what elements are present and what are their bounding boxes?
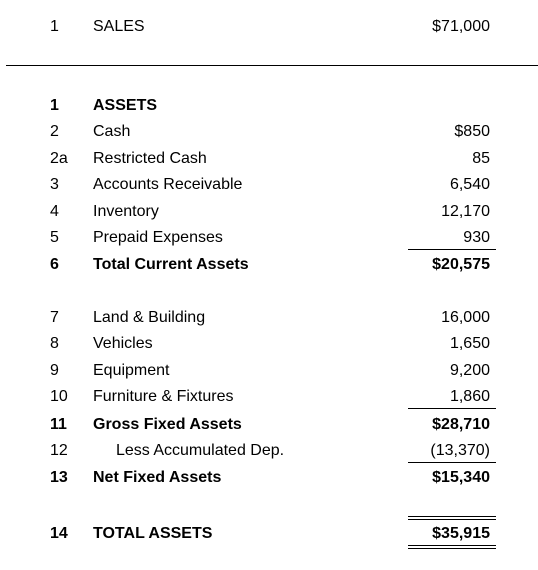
- total-current-assets-value: $20,575: [432, 256, 490, 273]
- vehicles-row: [0, 333, 538, 355]
- line-number: 1: [50, 97, 59, 114]
- section-divider: [6, 65, 538, 66]
- subtotal-underline: [408, 249, 496, 250]
- prepaid-expenses-row: [0, 227, 538, 249]
- line-number: 1: [50, 18, 59, 35]
- prepaid-expenses-value: 930: [463, 229, 490, 246]
- line-number: 11: [50, 416, 67, 433]
- assets-header-row: [0, 95, 538, 117]
- sales-value: $71,000: [432, 18, 490, 35]
- total-assets-value: $35,915: [432, 525, 490, 542]
- line-number: 8: [50, 335, 59, 352]
- equipment-value: 9,200: [449, 362, 490, 379]
- inventory-value: 12,170: [441, 203, 490, 220]
- line-number: 6: [50, 256, 59, 273]
- line-number: 13: [50, 469, 68, 486]
- land-building-value: 16,000: [441, 309, 490, 326]
- accumulated-depreciation-value: (13,370): [430, 442, 490, 459]
- assets-header-label: ASSETS: [93, 97, 158, 114]
- cash-row: [0, 121, 538, 143]
- total-current-assets-row: [0, 254, 538, 276]
- restricted-cash-label: Restricted Cash: [93, 150, 207, 167]
- total-current-assets-label: Total Current Assets: [93, 256, 249, 273]
- subtotal-underline: [408, 408, 496, 409]
- line-number: 10: [50, 388, 68, 405]
- cash-label: Cash: [93, 123, 131, 140]
- total-double-underline-lower-1: [408, 545, 496, 546]
- total-double-underline-top: [408, 516, 496, 517]
- total-double-underline-bottom: [408, 519, 496, 520]
- accounts-receivable-label: Accounts Receivable: [93, 176, 243, 193]
- prepaid-expenses-label: Prepaid Expenses: [93, 229, 223, 246]
- accumulated-depreciation-row: [0, 440, 538, 462]
- line-number: 5: [50, 229, 59, 246]
- restricted-cash-value: 85: [472, 150, 490, 167]
- land-building-label: Land & Building: [93, 309, 206, 326]
- net-fixed-assets-label: Net Fixed Assets: [93, 469, 222, 486]
- total-double-underline-lower-2: [408, 548, 496, 549]
- vehicles-value: 1,650: [449, 335, 490, 352]
- line-number: 14: [50, 525, 68, 542]
- line-number: 2: [50, 123, 59, 140]
- sales-row: [0, 16, 538, 38]
- furniture-fixtures-value: 1,860: [449, 388, 490, 405]
- vehicles-label: Vehicles: [93, 335, 153, 352]
- net-fixed-assets-row: [0, 467, 538, 489]
- accounts-receivable-value: 6,540: [449, 176, 490, 193]
- line-number: 9: [50, 362, 59, 379]
- sales-label: SALES: [93, 18, 145, 35]
- line-number: 3: [50, 176, 59, 193]
- gross-fixed-assets-label: Gross Fixed Assets: [93, 416, 242, 433]
- line-number: 7: [50, 309, 59, 326]
- line-number: 12: [50, 442, 68, 459]
- inventory-row: [0, 201, 538, 223]
- total-assets-label: TOTAL ASSETS: [93, 525, 213, 542]
- equipment-label: Equipment: [93, 362, 170, 379]
- line-number: 2a: [50, 150, 68, 167]
- line-number: 4: [50, 203, 59, 220]
- land-building-row: [0, 307, 538, 329]
- total-assets-row: [0, 523, 538, 545]
- inventory-label: Inventory: [93, 203, 159, 220]
- gross-fixed-assets-row: [0, 414, 538, 436]
- restricted-cash-row: [0, 148, 538, 170]
- gross-fixed-assets-value: $28,710: [432, 416, 490, 433]
- equipment-row: [0, 360, 538, 382]
- accounts-receivable-row: [0, 174, 538, 196]
- furniture-fixtures-label: Furniture & Fixtures: [93, 388, 234, 405]
- accumulated-depreciation-label: Less Accumulated Dep.: [116, 442, 285, 459]
- furniture-fixtures-row: [0, 386, 538, 408]
- subtotal-underline: [408, 462, 496, 463]
- net-fixed-assets-value: $15,340: [432, 469, 490, 486]
- cash-value: $850: [454, 123, 490, 140]
